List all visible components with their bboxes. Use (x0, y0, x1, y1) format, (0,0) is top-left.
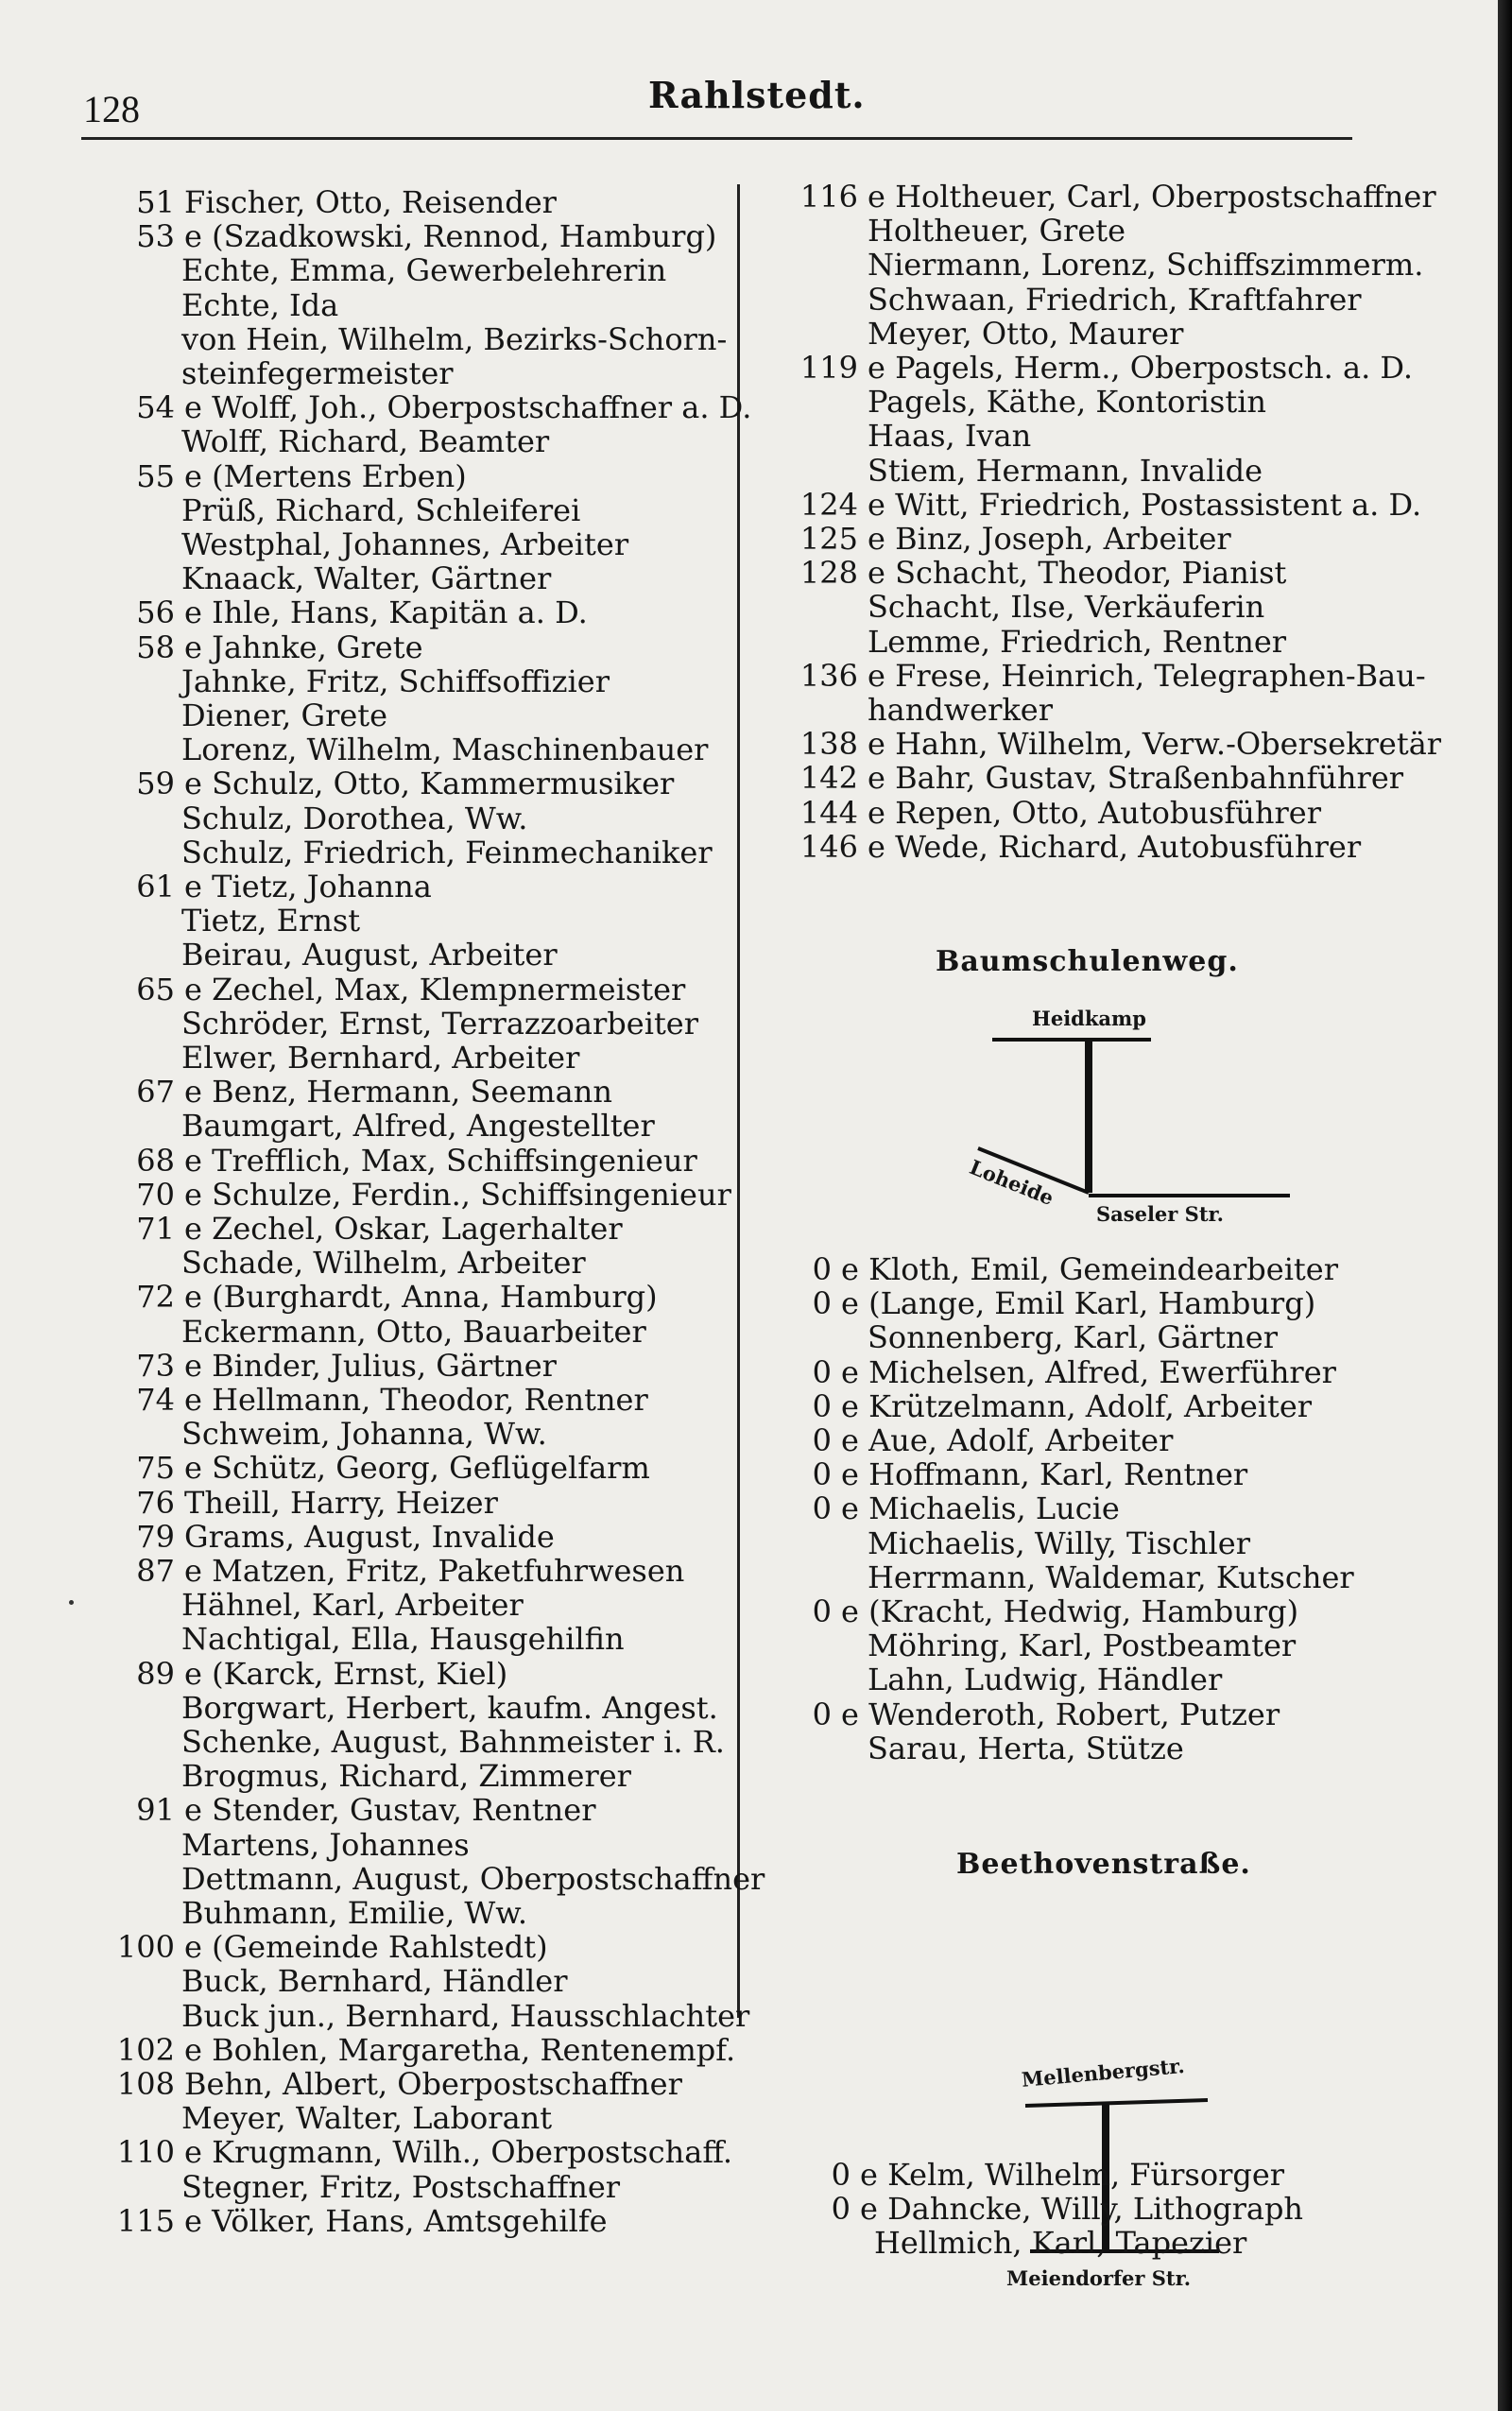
resident-entry: e Bahr, Gustav, Straßenbahnführer (868, 760, 1404, 797)
resident-entry: e (Karck, Ernst, Kiel) (184, 1655, 508, 1692)
house-number: 138 (799, 726, 858, 763)
house-number: 0 (831, 2157, 850, 2193)
resident-entry: Brogmus, Richard, Zimmerer (181, 1758, 631, 1795)
running-title: Rahlstedt. (648, 74, 866, 116)
resident-entry: Dettmann, August, Oberpostschaffner (181, 1860, 765, 1897)
resident-entry: e Schulz, Otto, Kammermusiker (184, 766, 675, 802)
house-number: 128 (799, 555, 858, 592)
resident-entry: e Trefflich, Max, Schiffsingenieur (184, 1142, 697, 1179)
resident-entry: e Benz, Hermann, Seemann (184, 1074, 612, 1111)
resident-entry: Schwaan, Friedrich, Kraftfahrer (868, 281, 1362, 318)
house-number: 115 (116, 2202, 175, 2239)
resident-entry: e Michelsen, Alfred, Ewerführer (841, 1353, 1336, 1390)
house-number: 142 (799, 760, 858, 797)
house-number: 102 (116, 2031, 175, 2068)
house-number: 124 (799, 486, 858, 523)
resident-entry: e Jahnke, Grete (184, 629, 423, 665)
resident-entry: Meyer, Walter, Laborant (181, 2100, 553, 2137)
resident-entry: Schenke, August, Bahnmeister i. R. (181, 1724, 725, 1760)
house-number: 0 (812, 1456, 832, 1493)
resident-entry: e Wenderoth, Robert, Putzer (841, 1696, 1280, 1732)
resident-entry: e Völker, Hans, Amtsgehilfe (184, 2202, 608, 2239)
house-number: 144 (799, 794, 858, 831)
house-number: 79 (136, 1518, 175, 1555)
street-title-baumschulenweg: Baumschulenweg. (936, 945, 1239, 978)
resident-entry: Elwer, Bernhard, Arbeiter (181, 1040, 580, 1076)
resident-entry: e Hoffmann, Karl, Rentner (841, 1456, 1248, 1493)
house-number: 0 (831, 2191, 850, 2228)
resident-entry: Schade, Wilhelm, Arbeiter (181, 1245, 586, 1282)
resident-entry: steinfegermeister (181, 355, 454, 391)
house-number: 72 (136, 1279, 175, 1316)
resident-entry: Diener, Grete (181, 697, 388, 733)
resident-entry: Stegner, Fritz, Postschaffner (181, 2168, 621, 2205)
house-number: 116 (799, 179, 858, 215)
resident-entry: e Witt, Friedrich, Postassistent a. D. (868, 486, 1422, 523)
resident-entry: Tietz, Ernst (181, 903, 361, 939)
resident-entry: Meyer, Otto, Maurer (868, 315, 1184, 352)
resident-entry: e Tietz, Johanna (184, 869, 432, 904)
resident-entry: Lemme, Friedrich, Rentner (868, 623, 1287, 660)
resident-entry: Eckermann, Otto, Bauarbeiter (181, 1313, 646, 1350)
house-number: 71 (136, 1211, 175, 1247)
page-edge (1498, 0, 1512, 2411)
resident-entry: e Michaelis, Lucie (841, 1490, 1120, 1527)
resident-entry: e Zechel, Oskar, Lagerhalter (184, 1211, 623, 1247)
resident-entry: Prüß, Richard, Schleiferei (181, 491, 581, 528)
resident-entry: Schröder, Ernst, Terrazzoarbeiter (181, 1005, 699, 1042)
resident-entry: e (Burghardt, Anna, Hamburg) (184, 1279, 658, 1316)
resident-entry: Knaack, Walter, Gärtner (181, 560, 552, 597)
house-number: 108 (116, 2066, 175, 2102)
resident-entry: e Aue, Adolf, Arbeiter (841, 1422, 1174, 1458)
resident-entry: e Pagels, Herm., Oberpostsch. a. D. (868, 350, 1414, 386)
resident-entry: Lorenz, Wilhelm, Maschinenbauer (181, 732, 709, 768)
house-number: 54 (136, 389, 175, 426)
map-road-mellenbergstr (1025, 2100, 1208, 2106)
resident-entry: e Dahncke, Willy, Lithograph (860, 2191, 1304, 2228)
resident-entry: Pagels, Käthe, Kontoristin (868, 384, 1267, 421)
house-number: 75 (136, 1450, 175, 1487)
resident-entry: e Ihle, Hans, Kapitän a. D. (184, 594, 588, 631)
resident-entry: Borgwart, Herbert, kaufm. Angest. (181, 1689, 718, 1726)
house-number: 89 (136, 1655, 175, 1692)
resident-entry: e Schacht, Theodor, Pianist (868, 555, 1287, 592)
resident-entry: Sonnenberg, Karl, Gärtner (868, 1319, 1278, 1356)
resident-entry: e Schulze, Ferdin., Schiffsingenieur (184, 1176, 731, 1213)
house-number: 146 (799, 828, 858, 865)
house-number: 59 (136, 766, 175, 802)
resident-entry: Michaelis, Willy, Tischler (868, 1524, 1250, 1561)
resident-entry: Buhmann, Emilie, Ww. (181, 1895, 528, 1931)
resident-entry: e (Lange, Emil Karl, Hamburg) (841, 1285, 1316, 1322)
resident-entry: e Krützelmann, Adolf, Arbeiter (841, 1387, 1313, 1424)
house-number: 68 (136, 1142, 175, 1179)
house-number: 91 (136, 1792, 175, 1829)
resident-entry: e Wede, Richard, Autobusführer (868, 828, 1362, 865)
resident-entry: e Kelm, Wilhelm, Fürsorger (860, 2157, 1285, 2193)
resident-entry: Grams, August, Invalide (184, 1518, 555, 1555)
map-label-meiendorfer: Meiendorfer Str. (1006, 2266, 1192, 2290)
resident-entry: e Kloth, Emil, Gemeindearbeiter (841, 1251, 1339, 1287)
resident-entry: Jahnke, Fritz, Schiffsoffizier (181, 663, 610, 699)
resident-entry: Buck, Bernhard, Händler (181, 1963, 568, 2000)
resident-entry: Theill, Harry, Heizer (184, 1484, 498, 1521)
resident-entry: Wolff, Richard, Beamter (181, 423, 550, 460)
house-number: 67 (136, 1074, 175, 1111)
resident-entry: Haas, Ivan (868, 418, 1032, 455)
resident-entry: Hellmich, Karl, Tapezier (874, 2225, 1247, 2262)
resident-entry: e Schütz, Georg, Geflügelfarm (184, 1450, 650, 1487)
resident-entry: e Bohlen, Margaretha, Rentenempf. (184, 2031, 736, 2068)
street-title-beethovenstrasse: Beethovenstraße. (956, 1848, 1251, 1881)
resident-entry: Sarau, Herta, Stütze (868, 1730, 1184, 1766)
house-number: 53 (136, 218, 175, 255)
resident-entry: Niermann, Lorenz, Schiffszimmerm. (868, 247, 1424, 284)
resident-entry: Hähnel, Karl, Arbeiter (181, 1587, 524, 1624)
resident-entry: e Binder, Julius, Gärtner (184, 1347, 557, 1384)
house-number: 73 (136, 1347, 175, 1384)
house-number: 100 (116, 1929, 175, 1966)
resident-entry: Nachtigal, Ella, Hausgehilfin (181, 1621, 625, 1658)
resident-entry: von Hein, Wilhelm, Bezirks-Schorn- (181, 320, 728, 357)
resident-entry: Schweim, Johanna, Ww. (181, 1416, 547, 1453)
resident-entry: Schacht, Ilse, Verkäuferin (868, 589, 1265, 626)
map-label-loheide: Loheide (966, 1155, 1057, 1211)
resident-entry: e Stender, Gustav, Rentner (184, 1792, 596, 1829)
house-number: 87 (136, 1553, 175, 1589)
resident-entry: e Krugmann, Wilh., Oberpostschaff. (184, 2134, 733, 2171)
resident-entry: Stiem, Hermann, Invalide (868, 452, 1263, 489)
house-number: 58 (136, 629, 175, 665)
resident-entry: Buck jun., Bernhard, Hausschlachter (181, 1997, 750, 2034)
house-number: 110 (116, 2134, 175, 2171)
resident-entry: Westphal, Johannes, Arbeiter (181, 526, 629, 562)
house-number: 51 (136, 184, 175, 220)
resident-entry: e Holtheuer, Carl, Oberpostschaffner (868, 179, 1436, 215)
house-number: 74 (136, 1382, 175, 1418)
map-label-heidkamp: Heidkamp (1032, 1007, 1146, 1030)
resident-entry: e Binz, Joseph, Arbeiter (868, 521, 1231, 557)
map-label-mellenbergstr: Mellenbergstr. (1021, 2053, 1186, 2092)
resident-entry: Holtheuer, Grete (868, 213, 1126, 250)
resident-entry: Echte, Emma, Gewerbelehrerin (181, 252, 667, 289)
resident-entry: Fischer, Otto, Reisender (184, 184, 557, 220)
resident-entry: e Frese, Heinrich, Telegraphen-Bau- (868, 657, 1426, 694)
resident-entry: e Hellmann, Theodor, Rentner (184, 1382, 648, 1418)
house-number: 125 (799, 521, 858, 557)
resident-entry: Schulz, Dorothea, Ww. (181, 800, 528, 836)
house-number: 0 (812, 1593, 832, 1629)
resident-entry: e Zechel, Max, Klempnermeister (184, 971, 686, 1007)
resident-entry: e Repen, Otto, Autobusführer (868, 794, 1322, 831)
resident-entry: Herrmann, Waldemar, Kutscher (868, 1559, 1354, 1595)
resident-entry: e (Szadkowski, Rennod, Hamburg) (184, 218, 717, 255)
resident-entry: Baumgart, Alfred, Angestellter (181, 1108, 655, 1145)
resident-entry: Lahn, Ludwig, Händler (868, 1662, 1223, 1698)
resident-entry: e (Kracht, Hedwig, Hamburg) (841, 1593, 1299, 1629)
resident-entry: e Hahn, Wilhelm, Verw.-Obersekretär (868, 726, 1442, 763)
house-number: 76 (136, 1484, 175, 1521)
house-number: 0 (812, 1353, 832, 1390)
house-number: 65 (136, 971, 175, 1007)
page-number: 128 (83, 88, 140, 130)
house-number: 55 (136, 457, 175, 494)
resident-entry: e (Mertens Erben) (184, 457, 467, 494)
resident-entry: Möhring, Karl, Postbeamter (868, 1627, 1297, 1664)
house-number: 0 (812, 1251, 832, 1287)
house-number: 0 (812, 1696, 832, 1732)
resident-entry: Echte, Ida (181, 286, 339, 323)
resident-entry: e (Gemeinde Rahlstedt) (184, 1929, 548, 1966)
house-number: 70 (136, 1176, 175, 1213)
resident-entry: e Matzen, Fritz, Paketfuhrwesen (184, 1553, 685, 1589)
resident-entry: e Wolff, Joh., Oberpostschaffner a. D. (184, 389, 752, 426)
house-number: 56 (136, 594, 175, 631)
resident-entry: Behn, Albert, Oberpostschaffner (184, 2066, 682, 2102)
map-label-saseler: Saseler Str. (1096, 1202, 1224, 1226)
resident-entry: Martens, Johannes (181, 1826, 470, 1863)
resident-entry: Schulz, Friedrich, Feinmechaniker (181, 834, 713, 870)
house-number: 0 (812, 1422, 832, 1458)
resident-entry: Beirau, August, Arbeiter (181, 937, 558, 973)
house-number: 0 (812, 1387, 832, 1424)
house-number: 119 (799, 350, 858, 386)
house-number: 0 (812, 1285, 832, 1322)
house-number: 0 (812, 1490, 832, 1527)
house-number: 136 (799, 657, 858, 694)
house-number: 61 (136, 869, 175, 904)
resident-entry: handwerker (868, 692, 1054, 728)
